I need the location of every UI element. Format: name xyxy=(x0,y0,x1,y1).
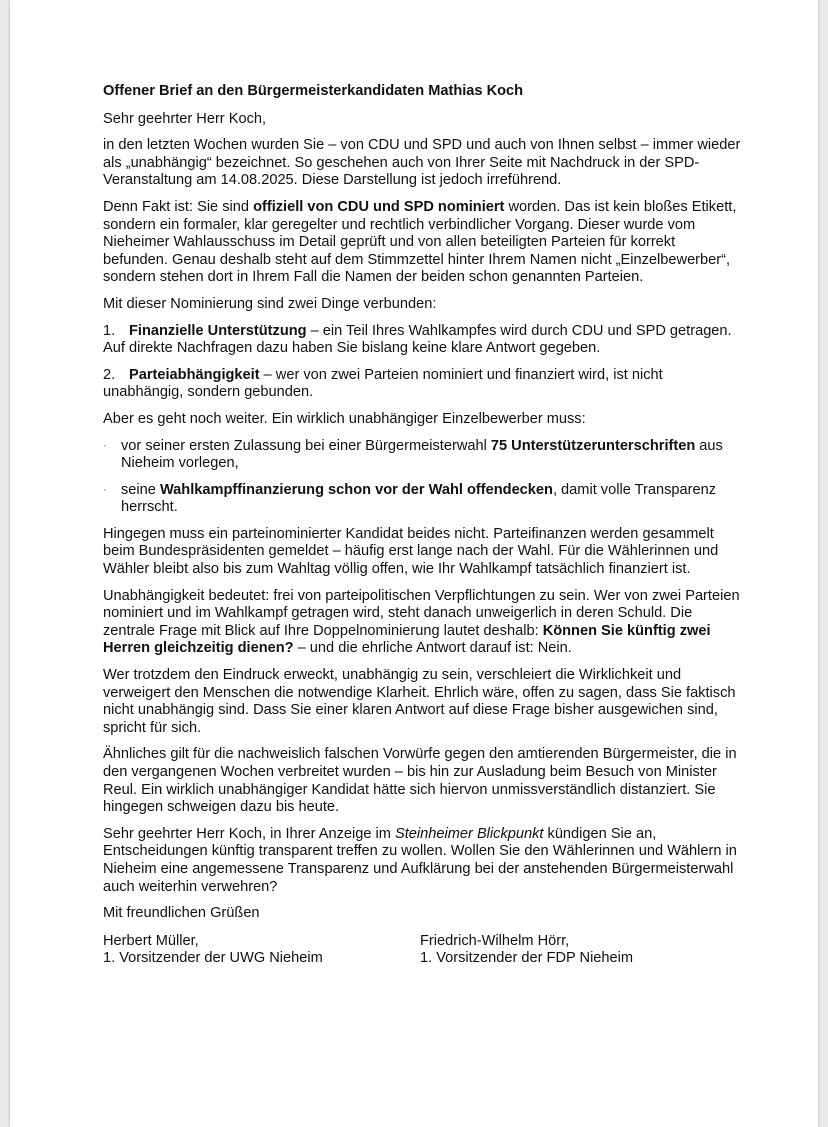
signer-role: 1. Vorsitzender der FDP Nieheim xyxy=(420,950,634,967)
paragraph-clarity: Wer trotzdem den Eindruck erweckt, unabhängig zu sein, verschleiert die Wirklichkeit und verweigert den Menschen die notwendige Klarheit. Ehrlich wäre, offen zu sagen, dass Sie faktisch nicht unabhängig sind. Dass Sie einer klaren Antwort auf diese Frage bisher ausgewichen sind, spricht für sich. xyxy=(103,667,736,736)
letter-page xyxy=(10,0,818,1127)
signer-role: 1. Vorsitzender der UWG Nieheim xyxy=(103,950,323,967)
bullet-dot-icon: · xyxy=(103,483,107,496)
numbered-item-2: 2. Parteiabhängigkeit – wer von zwei Parteien nominiert und finanziert wird, ist nicht unabhängig, sondern gebunden. xyxy=(103,366,663,401)
numbered-item-1: 1. Finanzielle Unterstützung – ein Teil Ihres Wahlkampfes wird durch CDU und SPD getragen. Auf direkte Nachfragen dazu haben Sie bislang keine klare Antwort gegeben. xyxy=(103,322,732,357)
signer-name: Friedrich-Wilhelm Hörr, xyxy=(420,932,570,949)
paragraph-requirements: Aber es geht noch weiter. Ein wirklich unabhängiger Einzelbewerber muss: xyxy=(103,410,586,427)
bullet-item-1: · vor seiner ersten Zulassung bei einer Bürgermeisterwahl 75 Unterstützerunterschriften aus Nieheim vorlegen, xyxy=(103,437,723,472)
paragraph-fact: Denn Fakt ist: Sie sind offiziell von CDU und SPD nominiert worden. Das ist kein bloßes Etikett, sondern ein formaler, klar geregelter und rechtlich verbindlicher Vorgang. Dieser wurde vom Nieheimer Wahlausschuss im Detail geprüft und von allen beteiligten Parteien für korrekt befunden. Genau deshalb steht auf dem Stimmzettel hinter Ihrem Namen nicht „Einzelbewerber“, sondern stehen dort in Ihrem Fall die Namen der beiden schon genannten Parteien. xyxy=(103,198,737,286)
paragraph-independence: Unabhängigkeit bedeutet: frei von parteipolitischen Verpflichtungen zu sein. Wer von zwei Parteien nominiert und im Wahlkampf getragen wird, steht danach unweigerlich in deren Schuld. Die zentrale Frage mit Blick auf Ihre Doppelnominierung lautet deshalb: Können Sie künftig zwei Herren gleichzeitig dienen? – und die ehrliche Antwort darauf ist: Nein. xyxy=(103,587,740,657)
paragraph-intro: in den letzten Wochen wurden Sie – von CDU und SPD und auch von Ihnen selbst – immer wieder als „unabhängig“ bezeichnet. So geschehen auch von Ihrer Seite mit Nachdruck in der SPD-Veranstaltung am 14.08.2025. Diese Darstellung ist jedoch irreführend. xyxy=(103,137,741,189)
bullet-list xyxy=(103,438,743,517)
letter-title: Offener Brief an den Bürgermeisterkandidaten Mathias Koch xyxy=(103,83,524,99)
signature-uwg xyxy=(103,933,420,968)
bullet-dot-icon: · xyxy=(103,439,107,452)
closing: Mit freundlichen Grüßen xyxy=(103,905,260,922)
letter-body xyxy=(103,83,743,968)
signature-fdp xyxy=(420,933,737,968)
paragraph-nomination: Mit dieser Nominierung sind zwei Dinge verbunden: xyxy=(103,295,437,312)
bullet-item-2: · seine Wahlkampffinanzierung schon vor der Wahl offendecken, damit volle Transparenz herrscht. xyxy=(103,481,716,516)
paragraph-party-finances: Hingegen muss ein parteinominierter Kandidat beides nicht. Parteifinanzen werden gesammelt beim Bundespräsidenten gemeldet – häufig erst lange nach der Wahl. Für die Wählerinnen und Wähler bleibt also bis zum Wahltag völlig offen, wie Ihr Wahlkampf tatsächlich finanziert ist. xyxy=(103,525,719,578)
signer-name: Herbert Müller, xyxy=(103,932,199,949)
paragraph-accusations: Ähnliches gilt für die nachweislich falschen Vorwürfe gegen den amtierenden Bürgermeister, die in den vergangenen Wochen verbreitet wurden – bis hin zur Ausladung beim Besuch von Minister Reul. Ein wirklich unabhängiger Kandidat hätte sich hiervon unmissverständlich distanziert. Sie hingegen schweigen dazu bis heute. xyxy=(103,746,737,816)
paragraph-transparency: Sehr geehrter Herr Koch, in Ihrer Anzeige im Steinheimer Blickpunkt kündigen Sie an, Entscheidungen künftig transparent treffen zu wollen. Wollen Sie den Wählerinnen und Wählern in Nieheim eine angemessene Transparenz und Aufklärung bei der anstehenden Bürgermeisterwahl auch weiterhin verwehren? xyxy=(103,825,737,895)
signature-block xyxy=(103,933,743,968)
salutation: Sehr geehrter Herr Koch, xyxy=(103,110,267,127)
